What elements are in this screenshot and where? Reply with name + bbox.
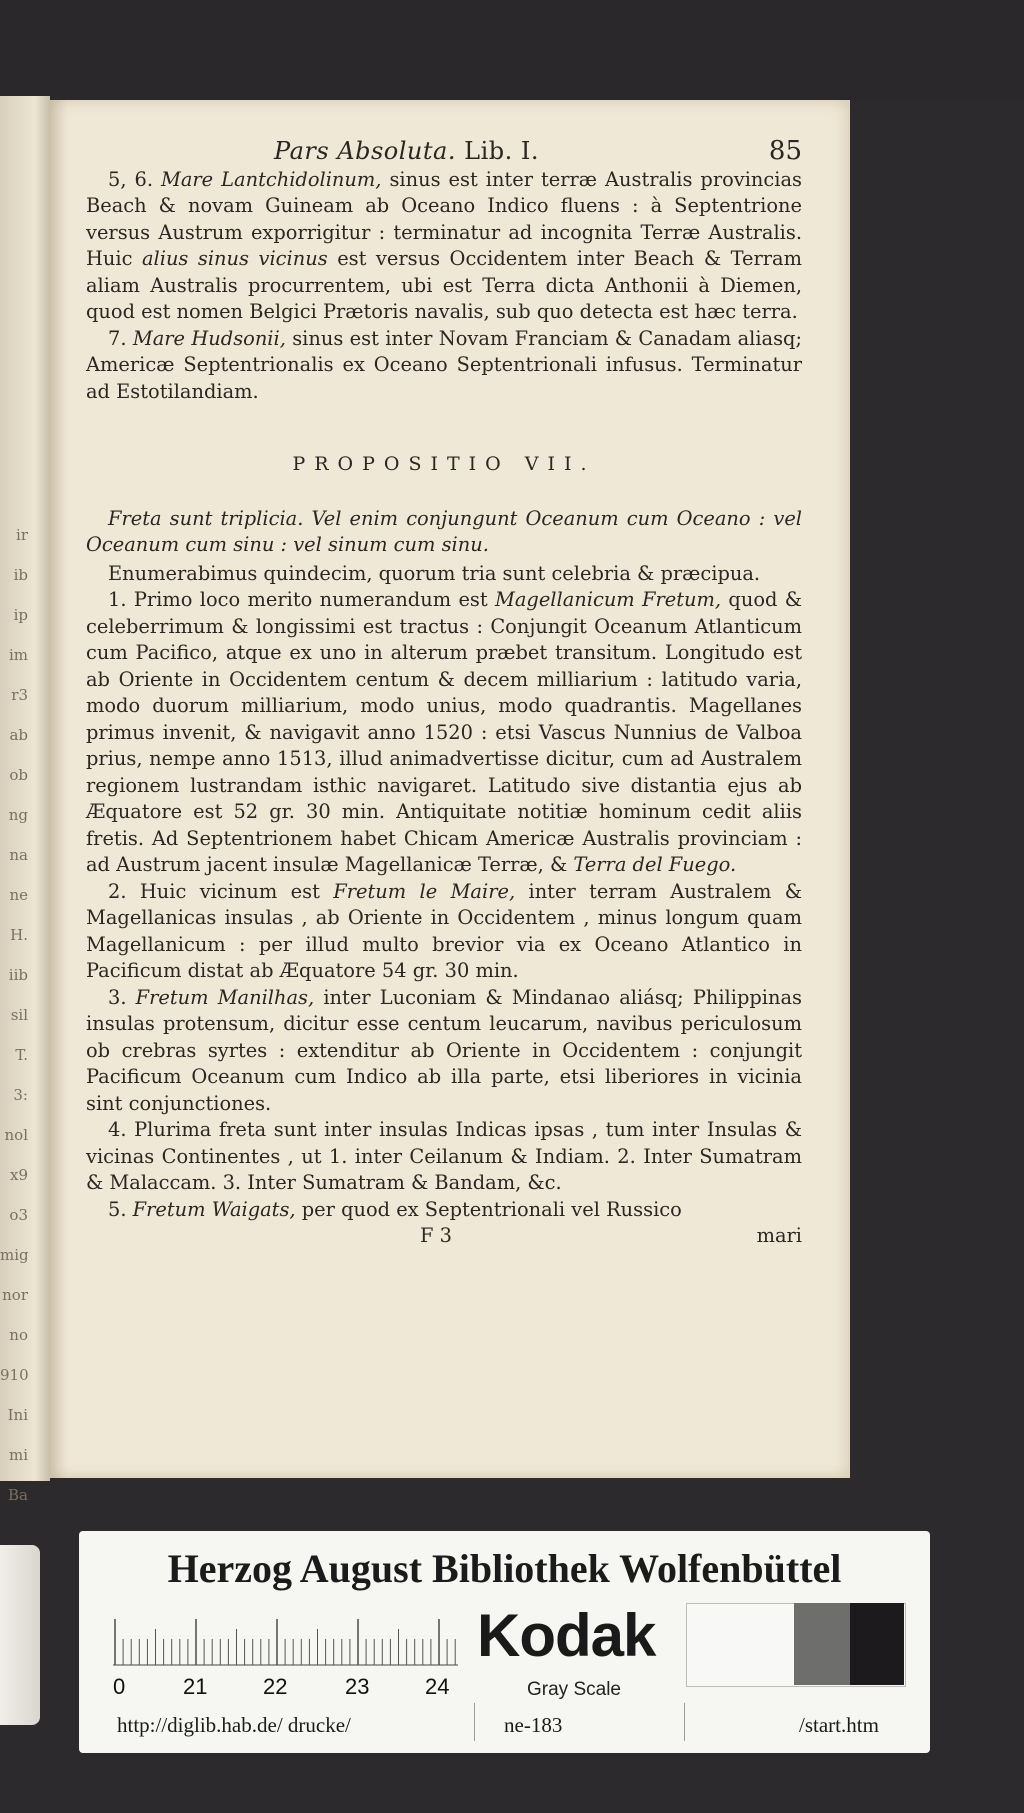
left-page-fragment: Ba (8, 1486, 28, 1504)
left-page-fragment: na (9, 846, 28, 864)
ruler-label: 22 (263, 1674, 288, 1699)
para-number: 7. (108, 326, 127, 350)
adjacent-page-edge (0, 96, 50, 1504)
left-page-fragment: nor (2, 1286, 28, 1304)
proposition-heading: PROPOSITIO VII. (292, 453, 596, 475)
left-page-fragment: ir (16, 526, 28, 544)
strait-name: Fretum Manilhas, (135, 985, 315, 1009)
item-lead: 5. (108, 1197, 133, 1221)
book-page (50, 100, 850, 1478)
measurement-ruler (113, 1615, 458, 1671)
item-text: inter terram Australem & Magellanicas insulas , ab Oriente in Occidentem , minus longum quam Magellanicum : per illud multo brevior via ex Oceano Atlantico in Pacificum distat ab Æquatore 54 gr. 30 min. (86, 879, 802, 982)
para-text: sinus est inter Novam Franciam & Canadam aliasq; Americæ Septentrionalis ex Oceano Septentrionali infusus. Terminatur ad Estotilandiam. (86, 326, 802, 403)
item-lead: 1. Primo loco merito numerandum est (108, 588, 495, 611)
running-header (86, 138, 802, 165)
strait-name: Magellanicum Fretum, (495, 588, 722, 611)
left-page-fragment: 3: (13, 1086, 28, 1104)
strait-name: Fretum Waigats, (132, 1197, 296, 1221)
left-page-fragment: ip (13, 606, 28, 624)
left-page-fragment: r3 (11, 686, 28, 704)
page-text (86, 138, 802, 1250)
color-calibration-card (79, 1531, 930, 1753)
item-4: 4. Plurima freta sunt inter insulas Indicas ipsas , tum inter Insulas & vicinas Continentes , ut 1. inter Ceilanum & Indiam. 2. Inter Sumatram & Malaccam. 3. Inter Sumatram & Bandam, &c. (86, 1118, 802, 1194)
left-page-fragment: ob (9, 766, 28, 784)
signature-mark: F 3 (420, 1224, 452, 1247)
place-name: Terra del Fuego. (573, 853, 737, 876)
intro-paragraph: Enumerabimus quindecim, quorum tria sunt celebria & præcipua. (108, 561, 761, 585)
ruler-label: 21 (183, 1674, 208, 1699)
paragraph-7 (86, 326, 802, 406)
footer-line (86, 1223, 802, 1250)
running-head (274, 138, 539, 165)
left-page-fragment: mig (0, 1246, 29, 1264)
item-text: per quod ex Septentrionali vel Russico (295, 1197, 682, 1221)
left-page-fragment: Ini (7, 1406, 28, 1424)
left-page-fragment: x9 (9, 1166, 28, 1184)
sea-name: Mare Hudsonii, (132, 326, 286, 350)
left-page-fragment: T. (15, 1046, 28, 1064)
page-gutter-shadow (50, 100, 68, 1478)
left-page-fragment: no (9, 1326, 28, 1344)
paragraph-56 (86, 167, 802, 326)
sea-name: Mare Lantchidolinum, (161, 167, 382, 191)
url-separator (684, 1703, 685, 1741)
catchword: mari (756, 1224, 802, 1247)
left-page-fragment: H. (10, 926, 28, 944)
running-head-italic: Pars Absoluta. (274, 137, 456, 165)
item-lead: 3. (108, 985, 136, 1009)
item-3 (86, 985, 802, 1118)
para-number: 5, 6. (108, 167, 153, 191)
item-lead: 2. Huic vicinum est (108, 879, 334, 903)
library-title: Herzog August Bibliothek Wolfenbüttel (167, 1546, 842, 1591)
para-text: est versus Occidentem inter Beach & Terram aliam Australis procurrentem, ubi est Terra dicta Anthonii à Diemen, quod est nomen Belgici Prætoris navalis, sub quo detecta est hæc terra. (86, 247, 802, 323)
left-page-fragment: ib (13, 566, 28, 584)
item-text: inter Luconiam & Mindanao aliásq; Philippinas insulas protensum, dicitur esse centum leucarum, navibus periculosum ob crebras syrtes : extenditur ab Oriente in Occidentem : conjungit Pacificum Oceanum cum Indico ab illa parte, etsi liberiores in vicinia sint conjunctiones. (86, 985, 802, 1115)
left-page-fragment: nol (4, 1126, 28, 1144)
ruler-label: 23 (345, 1674, 370, 1699)
proposition-statement: Freta sunt triplicia. Vel enim conjungunt Oceanum cum Oceano : vel Oceanum cum sinu : vel sinum cum sinu. (86, 506, 802, 556)
item-5 (86, 1197, 802, 1224)
url-separator (474, 1703, 475, 1741)
adjacent-card-edge (0, 1545, 40, 1725)
gray-swatch (794, 1603, 850, 1685)
left-page-fragment: o3 (9, 1206, 28, 1224)
item-1 (86, 587, 802, 879)
ruler-labels (113, 1674, 473, 1704)
gray-scale-label: Gray Scale (527, 1679, 621, 1700)
emphasis: alius sinus vicinus (141, 247, 328, 270)
left-page-fragment: 910 (0, 1366, 29, 1384)
left-page-fragment: iib (8, 966, 28, 984)
scan-background (0, 0, 1024, 100)
url-mid: ne-183 (504, 1713, 563, 1737)
left-page-fragment: ng (8, 806, 28, 824)
ruler-label: 0 (113, 1674, 126, 1699)
ruler-label: 24 (425, 1674, 450, 1699)
url-left: http://diglib.hab.de/ drucke/ (117, 1713, 351, 1737)
running-head-roman: Lib. I. (464, 137, 539, 165)
item-2 (86, 879, 802, 985)
left-page-fragment: ne (9, 886, 28, 904)
left-page-fragment: sil (10, 1006, 28, 1024)
para-text: sinus est inter terræ Australis provincias Beach & novam Guineam ab Oceano Indico fluens : à Septentrione versus Austrum exporrigitur : terminatur ad incognita Terræ Australis. Huic (86, 167, 802, 270)
black-swatch (850, 1603, 904, 1685)
kodak-logo: Kodak (477, 1602, 656, 1669)
page-number: 85 (768, 136, 802, 166)
left-page-fragment: ab (9, 726, 28, 744)
item-text: quod & celeberrimum & longissimi est tractus : Conjungit Oceanum Atlanticum cum Pacifico, atque ex uno in alterum præbet transitum. Longitudo est ab Oriente in Occidentem centum & decem milliarium : latitudo varia, modo duorum milliarium, modo unius, modo quadrantis. Magellanes primus invenit, & navigavit anno 1520 : etsi Vascus Nunnius de Valboa prius, nempe anno 1513, illud animadvertisse dicitur, cum ad Australem regionem lustrandam isthic navigaret. Latitudo sive distantia ejus ab Æquatore est 52 gr. 30 min. Antiquitate notitiæ hominum cedit aliis fretis. Ad Septentrionem habet Chicam Americæ Australis provinciam : ad Austrum jacent insulæ Magellanicæ Terræ, & (86, 588, 803, 876)
strait-name: Fretum le Maire, (333, 879, 516, 903)
left-page-fragment: im (8, 646, 28, 664)
left-page-fragment: mi (8, 1446, 28, 1464)
url-right: /start.htm (799, 1713, 879, 1737)
